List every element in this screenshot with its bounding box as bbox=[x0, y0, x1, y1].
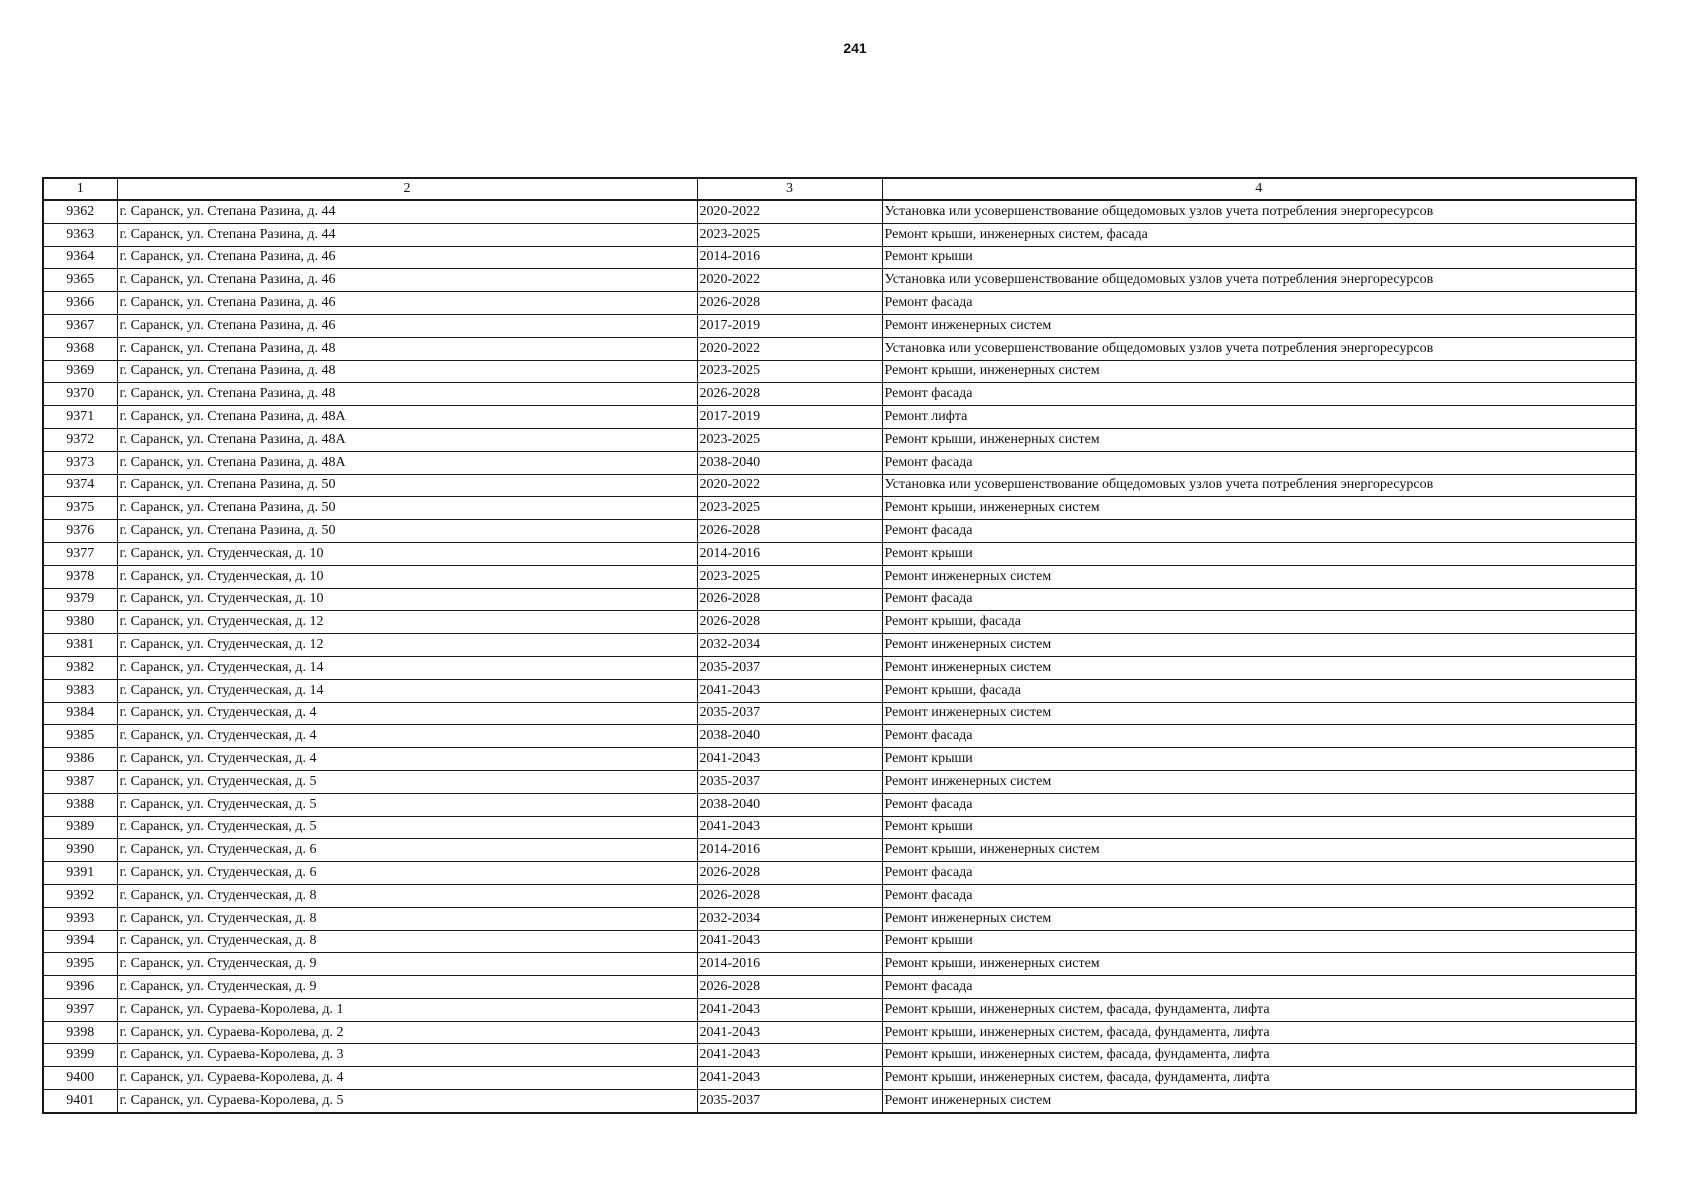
table-row bbox=[43, 474, 1636, 497]
address-cell: г. Саранск, ул. Студенческая, д. 4 bbox=[117, 702, 697, 725]
period-cell: 2026-2028 bbox=[697, 611, 882, 634]
work-type-cell: Ремонт крыши, инженерных систем, фасада, фундамента, лифта bbox=[882, 998, 1636, 1021]
row-number-cell: 9392 bbox=[43, 884, 117, 907]
row-number-cell: 9368 bbox=[43, 337, 117, 360]
period-cell: 2041-2043 bbox=[697, 748, 882, 771]
row-number-cell: 9383 bbox=[43, 679, 117, 702]
work-type-cell: Ремонт фасада bbox=[882, 292, 1636, 315]
work-type-cell: Ремонт инженерных систем bbox=[882, 702, 1636, 725]
address-cell: г. Саранск, ул. Студенческая, д. 8 bbox=[117, 930, 697, 953]
row-number-cell: 9382 bbox=[43, 656, 117, 679]
work-type-cell: Ремонт инженерных систем bbox=[882, 634, 1636, 657]
period-cell: 2014-2016 bbox=[697, 542, 882, 565]
row-number-cell: 9374 bbox=[43, 474, 117, 497]
table-row bbox=[43, 611, 1636, 634]
row-number-cell: 9385 bbox=[43, 725, 117, 748]
row-number-cell: 9401 bbox=[43, 1090, 117, 1113]
table-row bbox=[43, 565, 1636, 588]
row-number-cell: 9393 bbox=[43, 907, 117, 930]
address-cell: г. Саранск, ул. Студенческая, д. 6 bbox=[117, 839, 697, 862]
period-cell: 2026-2028 bbox=[697, 520, 882, 543]
work-type-cell: Установка или усовершенствование общедомовых узлов учета потребления энергоресурсов bbox=[882, 337, 1636, 360]
table-row bbox=[43, 748, 1636, 771]
table-row bbox=[43, 976, 1636, 999]
address-cell: г. Саранск, ул. Степана Разина, д. 48 bbox=[117, 383, 697, 406]
work-type-cell: Ремонт крыши bbox=[882, 930, 1636, 953]
work-type-cell: Ремонт фасада bbox=[882, 793, 1636, 816]
table-row bbox=[43, 930, 1636, 953]
address-cell: г. Саранск, ул. Студенческая, д. 5 bbox=[117, 793, 697, 816]
period-cell: 2026-2028 bbox=[697, 383, 882, 406]
table-row bbox=[43, 428, 1636, 451]
row-number-cell: 9394 bbox=[43, 930, 117, 953]
period-cell: 2026-2028 bbox=[697, 884, 882, 907]
table-row bbox=[43, 200, 1636, 223]
table-row bbox=[43, 406, 1636, 429]
row-number-cell: 9367 bbox=[43, 314, 117, 337]
work-type-cell: Ремонт крыши, инженерных систем, фасада bbox=[882, 223, 1636, 246]
period-cell: 2026-2028 bbox=[697, 292, 882, 315]
address-cell: г. Саранск, ул. Степана Разина, д. 50 bbox=[117, 497, 697, 520]
table-row bbox=[43, 314, 1636, 337]
period-cell: 2026-2028 bbox=[697, 588, 882, 611]
capital-repair-table bbox=[42, 177, 1637, 1114]
address-cell: г. Саранск, ул. Степана Разина, д. 48А bbox=[117, 451, 697, 474]
table-row bbox=[43, 497, 1636, 520]
period-cell: 2014-2016 bbox=[697, 839, 882, 862]
period-cell: 2032-2034 bbox=[697, 907, 882, 930]
address-cell: г. Саранск, ул. Сураева-Королева, д. 5 bbox=[117, 1090, 697, 1113]
work-type-cell: Ремонт фасада bbox=[882, 862, 1636, 885]
period-cell: 2023-2025 bbox=[697, 428, 882, 451]
table-row bbox=[43, 679, 1636, 702]
address-cell: г. Саранск, ул. Студенческая, д. 4 bbox=[117, 748, 697, 771]
row-number-cell: 9399 bbox=[43, 1044, 117, 1067]
work-type-cell: Ремонт крыши, инженерных систем bbox=[882, 839, 1636, 862]
work-type-cell: Ремонт фасада bbox=[882, 451, 1636, 474]
row-number-cell: 9363 bbox=[43, 223, 117, 246]
work-type-cell: Ремонт крыши, инженерных систем bbox=[882, 360, 1636, 383]
table-row bbox=[43, 793, 1636, 816]
period-cell: 2035-2037 bbox=[697, 656, 882, 679]
page-number: 241 bbox=[843, 40, 867, 56]
address-cell: г. Саранск, ул. Студенческая, д. 10 bbox=[117, 565, 697, 588]
table-row bbox=[43, 269, 1636, 292]
address-cell: г. Саранск, ул. Сураева-Королева, д. 1 bbox=[117, 998, 697, 1021]
period-cell: 2035-2037 bbox=[697, 1090, 882, 1113]
address-cell: г. Саранск, ул. Студенческая, д. 4 bbox=[117, 725, 697, 748]
period-cell: 2041-2043 bbox=[697, 998, 882, 1021]
table-row bbox=[43, 1067, 1636, 1090]
table-row bbox=[43, 542, 1636, 565]
table-row bbox=[43, 588, 1636, 611]
address-cell: г. Саранск, ул. Степана Разина, д. 44 bbox=[117, 200, 697, 223]
row-number-cell: 9375 bbox=[43, 497, 117, 520]
row-number-cell: 9381 bbox=[43, 634, 117, 657]
period-cell: 2023-2025 bbox=[697, 565, 882, 588]
table-row bbox=[43, 223, 1636, 246]
address-cell: г. Саранск, ул. Степана Разина, д. 46 bbox=[117, 314, 697, 337]
work-type-cell: Ремонт фасада bbox=[882, 725, 1636, 748]
period-cell: 2014-2016 bbox=[697, 246, 882, 269]
table-header-row bbox=[43, 178, 1636, 200]
table-row bbox=[43, 816, 1636, 839]
row-number-cell: 9400 bbox=[43, 1067, 117, 1090]
address-cell: г. Саранск, ул. Сураева-Королева, д. 2 bbox=[117, 1021, 697, 1044]
period-cell: 2017-2019 bbox=[697, 406, 882, 429]
address-cell: г. Саранск, ул. Сураева-Королева, д. 4 bbox=[117, 1067, 697, 1090]
address-cell: г. Саранск, ул. Студенческая, д. 8 bbox=[117, 884, 697, 907]
column-header-4: 4 bbox=[882, 178, 1636, 200]
address-cell: г. Саранск, ул. Степана Разина, д. 46 bbox=[117, 246, 697, 269]
address-cell: г. Саранск, ул. Степана Разина, д. 48 bbox=[117, 337, 697, 360]
period-cell: 2041-2043 bbox=[697, 1067, 882, 1090]
row-number-cell: 9362 bbox=[43, 200, 117, 223]
row-number-cell: 9395 bbox=[43, 953, 117, 976]
row-number-cell: 9372 bbox=[43, 428, 117, 451]
row-number-cell: 9388 bbox=[43, 793, 117, 816]
table-row bbox=[43, 884, 1636, 907]
table-row bbox=[43, 702, 1636, 725]
table-row bbox=[43, 520, 1636, 543]
work-type-cell: Ремонт крыши bbox=[882, 246, 1636, 269]
period-cell: 2020-2022 bbox=[697, 200, 882, 223]
address-cell: г. Саранск, ул. Степана Разина, д. 46 bbox=[117, 292, 697, 315]
row-number-cell: 9376 bbox=[43, 520, 117, 543]
table-row bbox=[43, 634, 1636, 657]
address-cell: г. Саранск, ул. Студенческая, д. 12 bbox=[117, 611, 697, 634]
table-row bbox=[43, 656, 1636, 679]
work-type-cell: Ремонт инженерных систем bbox=[882, 656, 1636, 679]
row-number-cell: 9396 bbox=[43, 976, 117, 999]
period-cell: 2041-2043 bbox=[697, 679, 882, 702]
work-type-cell: Ремонт крыши, инженерных систем, фасада, фундамента, лифта bbox=[882, 1021, 1636, 1044]
row-number-cell: 9397 bbox=[43, 998, 117, 1021]
table-row bbox=[43, 360, 1636, 383]
work-type-cell: Ремонт крыши, инженерных систем bbox=[882, 953, 1636, 976]
work-type-cell: Ремонт крыши, инженерных систем bbox=[882, 497, 1636, 520]
address-cell: г. Саранск, ул. Студенческая, д. 9 bbox=[117, 953, 697, 976]
work-type-cell: Ремонт фасада bbox=[882, 520, 1636, 543]
period-cell: 2041-2043 bbox=[697, 1044, 882, 1067]
period-cell: 2020-2022 bbox=[697, 269, 882, 292]
row-number-cell: 9389 bbox=[43, 816, 117, 839]
work-type-cell: Ремонт крыши, инженерных систем bbox=[882, 428, 1636, 451]
period-cell: 2035-2037 bbox=[697, 770, 882, 793]
work-type-cell: Ремонт крыши, инженерных систем, фасада, фундамента, лифта bbox=[882, 1067, 1636, 1090]
period-cell: 2035-2037 bbox=[697, 702, 882, 725]
row-number-cell: 9377 bbox=[43, 542, 117, 565]
work-type-cell: Ремонт фасада bbox=[882, 383, 1636, 406]
table-row bbox=[43, 246, 1636, 269]
row-number-cell: 9391 bbox=[43, 862, 117, 885]
table-row bbox=[43, 953, 1636, 976]
address-cell: г. Саранск, ул. Студенческая, д. 6 bbox=[117, 862, 697, 885]
address-cell: г. Саранск, ул. Студенческая, д. 10 bbox=[117, 588, 697, 611]
row-number-cell: 9387 bbox=[43, 770, 117, 793]
row-number-cell: 9369 bbox=[43, 360, 117, 383]
address-cell: г. Саранск, ул. Степана Разина, д. 50 bbox=[117, 474, 697, 497]
address-cell: г. Саранск, ул. Степана Разина, д. 48А bbox=[117, 428, 697, 451]
work-type-cell: Ремонт крыши bbox=[882, 542, 1636, 565]
table-row bbox=[43, 770, 1636, 793]
period-cell: 2026-2028 bbox=[697, 976, 882, 999]
period-cell: 2014-2016 bbox=[697, 953, 882, 976]
address-cell: г. Саранск, ул. Степана Разина, д. 50 bbox=[117, 520, 697, 543]
address-cell: г. Саранск, ул. Степана Разина, д. 46 bbox=[117, 269, 697, 292]
period-cell: 2026-2028 bbox=[697, 862, 882, 885]
address-cell: г. Саранск, ул. Студенческая, д. 12 bbox=[117, 634, 697, 657]
row-number-cell: 9366 bbox=[43, 292, 117, 315]
address-cell: г. Саранск, ул. Студенческая, д. 5 bbox=[117, 770, 697, 793]
address-cell: г. Саранск, ул. Степана Разина, д. 44 bbox=[117, 223, 697, 246]
row-number-cell: 9380 bbox=[43, 611, 117, 634]
column-header-2: 2 bbox=[117, 178, 697, 200]
work-type-cell: Ремонт инженерных систем bbox=[882, 1090, 1636, 1113]
table-row bbox=[43, 1044, 1636, 1067]
work-type-cell: Ремонт крыши, инженерных систем, фасада, фундамента, лифта bbox=[882, 1044, 1636, 1067]
address-cell: г. Саранск, ул. Студенческая, д. 14 bbox=[117, 656, 697, 679]
address-cell: г. Саранск, ул. Студенческая, д. 14 bbox=[117, 679, 697, 702]
period-cell: 2023-2025 bbox=[697, 223, 882, 246]
work-type-cell: Ремонт инженерных систем bbox=[882, 565, 1636, 588]
work-type-cell: Ремонт лифта bbox=[882, 406, 1636, 429]
table-row bbox=[43, 1090, 1636, 1113]
row-number-cell: 9364 bbox=[43, 246, 117, 269]
table-row bbox=[43, 383, 1636, 406]
address-cell: г. Саранск, ул. Студенческая, д. 10 bbox=[117, 542, 697, 565]
work-type-cell: Ремонт фасада bbox=[882, 884, 1636, 907]
work-type-cell: Ремонт фасада bbox=[882, 588, 1636, 611]
period-cell: 2020-2022 bbox=[697, 337, 882, 360]
period-cell: 2020-2022 bbox=[697, 474, 882, 497]
table-row bbox=[43, 725, 1636, 748]
period-cell: 2023-2025 bbox=[697, 360, 882, 383]
table-row bbox=[43, 292, 1636, 315]
work-type-cell: Ремонт крыши, фасада bbox=[882, 679, 1636, 702]
address-cell: г. Саранск, ул. Степана Разина, д. 48 bbox=[117, 360, 697, 383]
work-type-cell: Ремонт фасада bbox=[882, 976, 1636, 999]
row-number-cell: 9365 bbox=[43, 269, 117, 292]
work-type-cell: Ремонт крыши, фасада bbox=[882, 611, 1636, 634]
work-type-cell: Установка или усовершенствование общедомовых узлов учета потребления энергоресурсов bbox=[882, 269, 1636, 292]
address-cell: г. Саранск, ул. Студенческая, д. 5 bbox=[117, 816, 697, 839]
address-cell: г. Саранск, ул. Степана Разина, д. 48А bbox=[117, 406, 697, 429]
period-cell: 2017-2019 bbox=[697, 314, 882, 337]
address-cell: г. Саранск, ул. Сураева-Королева, д. 3 bbox=[117, 1044, 697, 1067]
row-number-cell: 9384 bbox=[43, 702, 117, 725]
period-cell: 2038-2040 bbox=[697, 451, 882, 474]
period-cell: 2038-2040 bbox=[697, 793, 882, 816]
period-cell: 2023-2025 bbox=[697, 497, 882, 520]
work-type-cell: Установка или усовершенствование общедомовых узлов учета потребления энергоресурсов bbox=[882, 200, 1636, 223]
table-row bbox=[43, 337, 1636, 360]
column-header-1: 1 bbox=[43, 178, 117, 200]
table-row bbox=[43, 839, 1636, 862]
row-number-cell: 9386 bbox=[43, 748, 117, 771]
row-number-cell: 9379 bbox=[43, 588, 117, 611]
work-type-cell: Ремонт крыши bbox=[882, 748, 1636, 771]
work-type-cell: Ремонт инженерных систем bbox=[882, 314, 1636, 337]
work-type-cell: Установка или усовершенствование общедомовых узлов учета потребления энергоресурсов bbox=[882, 474, 1636, 497]
period-cell: 2032-2034 bbox=[697, 634, 882, 657]
work-type-cell: Ремонт крыши bbox=[882, 816, 1636, 839]
table-row bbox=[43, 1021, 1636, 1044]
row-number-cell: 9378 bbox=[43, 565, 117, 588]
address-cell: г. Саранск, ул. Студенческая, д. 9 bbox=[117, 976, 697, 999]
table-body bbox=[43, 200, 1636, 1113]
row-number-cell: 9371 bbox=[43, 406, 117, 429]
column-header-3: 3 bbox=[697, 178, 882, 200]
work-type-cell: Ремонт инженерных систем bbox=[882, 907, 1636, 930]
table-row bbox=[43, 862, 1636, 885]
row-number-cell: 9373 bbox=[43, 451, 117, 474]
address-cell: г. Саранск, ул. Студенческая, д. 8 bbox=[117, 907, 697, 930]
period-cell: 2038-2040 bbox=[697, 725, 882, 748]
table-row bbox=[43, 451, 1636, 474]
row-number-cell: 9390 bbox=[43, 839, 117, 862]
period-cell: 2041-2043 bbox=[697, 1021, 882, 1044]
table-row bbox=[43, 907, 1636, 930]
period-cell: 2041-2043 bbox=[697, 930, 882, 953]
row-number-cell: 9370 bbox=[43, 383, 117, 406]
row-number-cell: 9398 bbox=[43, 1021, 117, 1044]
work-type-cell: Ремонт инженерных систем bbox=[882, 770, 1636, 793]
period-cell: 2041-2043 bbox=[697, 816, 882, 839]
table-row bbox=[43, 998, 1636, 1021]
